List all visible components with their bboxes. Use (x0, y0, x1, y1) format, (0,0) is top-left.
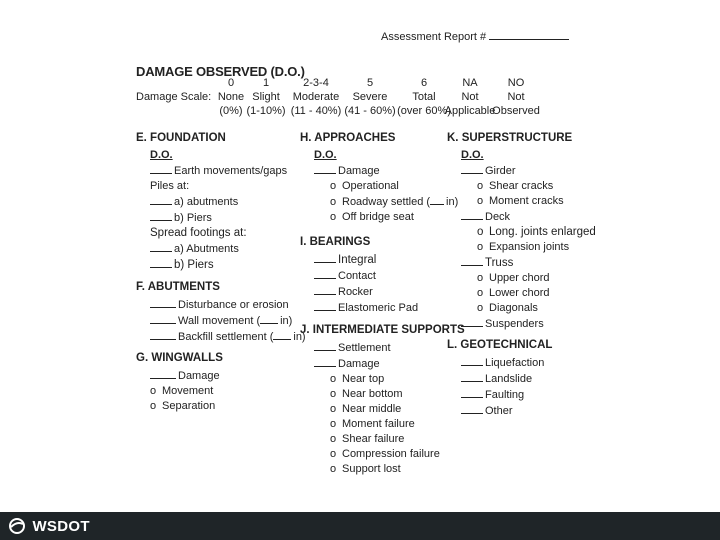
section-approaches: H. APPROACHES D.O. Damage o Operational o Roadway settled ( in) o Off bridge seat (300, 132, 459, 223)
report-number-field[interactable] (489, 29, 569, 40)
settlement-blank[interactable] (314, 340, 336, 351)
scale-col-4: 6 Total (over 60%) (397, 77, 451, 117)
section-foundation: E. FOUNDATION D.O. Earth movements/gaps Piles at: a) abutments b) Piers Spread footings at: a) Abutments b) Piers (136, 132, 288, 271)
girder-blank[interactable] (461, 163, 483, 174)
other-blank[interactable] (461, 403, 483, 414)
bullet-icon: o (330, 463, 337, 475)
scale-col-3: 5 Severe (41 - 60%) (344, 77, 396, 117)
damage-observed-title: DAMAGE OBSERVED (D.O.) (136, 64, 305, 79)
disturbance-blank[interactable] (150, 297, 176, 308)
truss-blank[interactable] (461, 255, 483, 266)
section-abutments: F. ABUTMENTS Disturbance or erosion Wall movement ( in) Backfill settlement ( in) (136, 281, 306, 343)
bullet-icon: o (330, 196, 337, 208)
section-wingwalls: G. WINGWALLS Damage o Movement o Separation (136, 352, 223, 412)
bullet-icon: o (477, 195, 484, 207)
section-intermediate-supports: J. INTERMEDIATE SUPPORTS Settlement Damage o Near top o Near bottom o Near middle o Moment failure o Shear failure o Compression failure o Support lost (300, 324, 465, 475)
liquefaction-blank[interactable] (461, 355, 483, 366)
supports-heading: J. INTERMEDIATE SUPPORTS (300, 324, 465, 336)
assessment-report-label (381, 29, 569, 43)
scale-col-2: 2-3-4 Moderate (11 - 40%) (290, 77, 342, 117)
bullet-icon: o (330, 448, 337, 460)
bullet-icon: o (150, 385, 157, 397)
wall-movement-inches[interactable] (260, 313, 278, 324)
backfill-inches[interactable] (273, 329, 291, 340)
bearings-heading: I. BEARINGS (300, 236, 371, 248)
support-damage-blank[interactable] (314, 356, 336, 367)
backfill-blank[interactable] (150, 329, 176, 340)
suspenders-blank[interactable] (461, 316, 483, 327)
wall-movement-blank[interactable] (150, 313, 176, 324)
scale-col-5: NA Not Applicable (444, 77, 496, 117)
damage-scale-label: Damage Scale: (136, 91, 212, 103)
bullet-icon: o (477, 302, 484, 314)
landslide-blank[interactable] (461, 371, 483, 382)
spread-abutments-blank[interactable] (150, 241, 172, 252)
roadway-inches[interactable] (430, 194, 444, 205)
bullet-icon: o (330, 418, 337, 430)
report-label-text: Assessment Report # (381, 31, 487, 43)
bullet-icon: o (477, 241, 484, 253)
bullet-icon: o (150, 400, 157, 412)
scale-col-0: 0 None (0%) (217, 77, 245, 117)
geotechnical-heading: L. GEOTECHNICAL (447, 339, 553, 351)
approach-damage-blank[interactable] (314, 163, 336, 174)
wingwall-damage-blank[interactable] (150, 368, 176, 379)
approaches-do-label: D.O. (314, 149, 337, 161)
scale-col-6: NO Not Observed (492, 77, 540, 117)
bullet-icon: o (477, 287, 484, 299)
bullet-icon: o (330, 388, 337, 400)
section-bearings: I. BEARINGS Integral Contact Rocker Elastomeric Pad (300, 236, 419, 314)
elastomeric-blank[interactable] (314, 300, 336, 311)
scale-col-1: 1 Slight (1-10%) (246, 77, 286, 117)
piles-piers-blank[interactable] (150, 210, 172, 221)
faulting-blank[interactable] (461, 387, 483, 398)
bullet-icon: o (477, 226, 484, 238)
abutments-heading: F. ABUTMENTS (136, 281, 220, 293)
rocker-blank[interactable] (314, 284, 336, 295)
wingwalls-heading: G. WINGWALLS (136, 352, 223, 364)
foundation-heading: E. FOUNDATION (136, 132, 226, 144)
foundation-do-label: D.O. (150, 149, 173, 161)
wsdot-logo (8, 518, 90, 535)
spread-piers-blank[interactable] (150, 257, 172, 268)
earth-blank[interactable] (150, 163, 172, 174)
footer-bar (0, 512, 720, 540)
bullet-icon: o (330, 211, 337, 223)
bullet-icon: o (330, 433, 337, 445)
contact-blank[interactable] (314, 268, 336, 279)
deck-blank[interactable] (461, 209, 483, 220)
integral-blank[interactable] (314, 252, 336, 263)
bullet-icon: o (330, 180, 337, 192)
bullet-icon: o (330, 373, 337, 385)
bullet-icon: o (477, 272, 484, 284)
approaches-heading: H. APPROACHES (300, 132, 396, 144)
bullet-icon: o (330, 403, 337, 415)
section-geotechnical: L. GEOTECHNICAL Liquefaction Landslide Faulting Other (447, 339, 553, 417)
superstructure-do-label: D.O. (461, 149, 484, 161)
section-superstructure: K. SUPERSTRUCTURE D.O. Girder o Shear cracks o Moment cracks Deck o Long. joints enlarged o Expansion joints Truss o Upper chord o Lower chord o Diagonals Suspenders (447, 132, 596, 330)
piles-abutments-blank[interactable] (150, 194, 172, 205)
wsdot-logo-text: WSDOT (32, 518, 90, 535)
bullet-icon: o (477, 180, 484, 192)
wsdot-swoosh-icon (8, 518, 26, 534)
superstructure-heading: K. SUPERSTRUCTURE (447, 132, 573, 144)
